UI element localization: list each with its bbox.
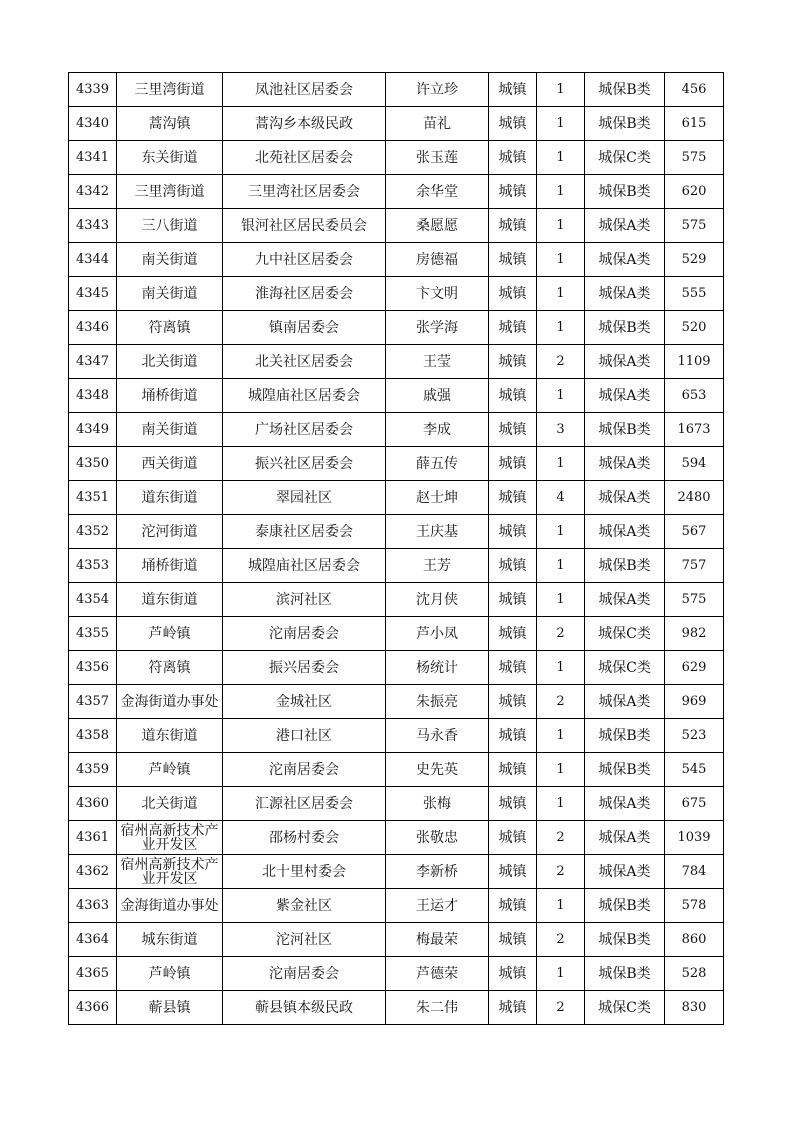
person-name-cell: 张梅 bbox=[386, 787, 489, 821]
row-id-cell: 4357 bbox=[69, 685, 117, 719]
category-cell: 城保B类 bbox=[585, 175, 665, 209]
category-cell: 城保B类 bbox=[585, 311, 665, 345]
household-count-cell: 2 bbox=[537, 685, 585, 719]
community-cell: 沱南居委会 bbox=[223, 753, 386, 787]
person-name-cell: 薛五传 bbox=[386, 447, 489, 481]
amount-cell: 757 bbox=[665, 549, 724, 583]
row-id-cell: 4349 bbox=[69, 413, 117, 447]
street-cell: 符离镇 bbox=[117, 311, 223, 345]
row-id-cell: 4348 bbox=[69, 379, 117, 413]
person-name-cell: 戚强 bbox=[386, 379, 489, 413]
person-name-cell: 朱振亮 bbox=[386, 685, 489, 719]
category-cell: 城保B类 bbox=[585, 719, 665, 753]
household-count-cell: 1 bbox=[537, 277, 585, 311]
category-cell: 城保A类 bbox=[585, 821, 665, 855]
community-cell: 凤池社区居委会 bbox=[223, 73, 386, 107]
table-row bbox=[69, 481, 724, 515]
row-id-cell: 4350 bbox=[69, 447, 117, 481]
person-name-cell: 梅最荣 bbox=[386, 923, 489, 957]
row-id-cell: 4351 bbox=[69, 481, 117, 515]
community-cell: 镇南居委会 bbox=[223, 311, 386, 345]
person-name-cell: 许立珍 bbox=[386, 73, 489, 107]
amount-cell: 1673 bbox=[665, 413, 724, 447]
community-cell: 城隍庙社区居委会 bbox=[223, 379, 386, 413]
amount-cell: 545 bbox=[665, 753, 724, 787]
area-type-cell: 城镇 bbox=[489, 685, 537, 719]
household-count-cell: 1 bbox=[537, 651, 585, 685]
area-type-cell: 城镇 bbox=[489, 617, 537, 651]
person-name-cell: 苗礼 bbox=[386, 107, 489, 141]
area-type-cell: 城镇 bbox=[489, 73, 537, 107]
table-row bbox=[69, 719, 724, 753]
row-id-cell: 4347 bbox=[69, 345, 117, 379]
household-count-cell: 1 bbox=[537, 719, 585, 753]
category-cell: 城保A类 bbox=[585, 447, 665, 481]
amount-cell: 578 bbox=[665, 889, 724, 923]
table-row bbox=[69, 379, 724, 413]
household-count-cell: 1 bbox=[537, 141, 585, 175]
community-cell: 城隍庙社区居委会 bbox=[223, 549, 386, 583]
person-name-cell: 李新桥 bbox=[386, 855, 489, 889]
row-id-cell: 4354 bbox=[69, 583, 117, 617]
amount-cell: 1109 bbox=[665, 345, 724, 379]
amount-cell: 575 bbox=[665, 583, 724, 617]
row-id-cell: 4339 bbox=[69, 73, 117, 107]
area-type-cell: 城镇 bbox=[489, 889, 537, 923]
community-cell: 九中社区居委会 bbox=[223, 243, 386, 277]
person-name-cell: 张玉莲 bbox=[386, 141, 489, 175]
amount-cell: 629 bbox=[665, 651, 724, 685]
community-cell: 紫金社区 bbox=[223, 889, 386, 923]
area-type-cell: 城镇 bbox=[489, 209, 537, 243]
community-cell: 金城社区 bbox=[223, 685, 386, 719]
street-cell: 芦岭镇 bbox=[117, 617, 223, 651]
street-cell: 三里湾街道 bbox=[117, 73, 223, 107]
category-cell: 城保A类 bbox=[585, 379, 665, 413]
street-cell: 埇桥街道 bbox=[117, 379, 223, 413]
person-name-cell: 杨统计 bbox=[386, 651, 489, 685]
amount-cell: 2480 bbox=[665, 481, 724, 515]
category-cell: 城保A类 bbox=[585, 787, 665, 821]
table-row bbox=[69, 583, 724, 617]
community-cell: 三里湾社区居委会 bbox=[223, 175, 386, 209]
table-row bbox=[69, 957, 724, 991]
amount-cell: 860 bbox=[665, 923, 724, 957]
person-name-cell: 芦德荣 bbox=[386, 957, 489, 991]
category-cell: 城保B类 bbox=[585, 73, 665, 107]
row-id-cell: 4366 bbox=[69, 991, 117, 1025]
community-cell: 广场社区居委会 bbox=[223, 413, 386, 447]
person-name-cell: 张敬忠 bbox=[386, 821, 489, 855]
household-count-cell: 1 bbox=[537, 73, 585, 107]
amount-cell: 653 bbox=[665, 379, 724, 413]
table-row bbox=[69, 549, 724, 583]
category-cell: 城保A类 bbox=[585, 209, 665, 243]
person-name-cell: 赵士坤 bbox=[386, 481, 489, 515]
area-type-cell: 城镇 bbox=[489, 753, 537, 787]
community-cell: 邵杨村委会 bbox=[223, 821, 386, 855]
household-count-cell: 2 bbox=[537, 855, 585, 889]
person-name-cell: 王庆基 bbox=[386, 515, 489, 549]
person-name-cell: 朱二伟 bbox=[386, 991, 489, 1025]
person-name-cell: 卞文明 bbox=[386, 277, 489, 311]
person-name-cell: 马永香 bbox=[386, 719, 489, 753]
table-row bbox=[69, 413, 724, 447]
street-cell: 宿州高新技术产业开发区 bbox=[117, 855, 223, 889]
community-cell: 港口社区 bbox=[223, 719, 386, 753]
street-cell: 三里湾街道 bbox=[117, 175, 223, 209]
category-cell: 城保A类 bbox=[585, 515, 665, 549]
area-type-cell: 城镇 bbox=[489, 175, 537, 209]
category-cell: 城保A类 bbox=[585, 583, 665, 617]
row-id-cell: 4360 bbox=[69, 787, 117, 821]
area-type-cell: 城镇 bbox=[489, 549, 537, 583]
household-count-cell: 1 bbox=[537, 583, 585, 617]
area-type-cell: 城镇 bbox=[489, 821, 537, 855]
area-type-cell: 城镇 bbox=[489, 923, 537, 957]
row-id-cell: 4358 bbox=[69, 719, 117, 753]
street-cell: 蒿沟镇 bbox=[117, 107, 223, 141]
amount-cell: 523 bbox=[665, 719, 724, 753]
area-type-cell: 城镇 bbox=[489, 957, 537, 991]
category-cell: 城保B类 bbox=[585, 923, 665, 957]
category-cell: 城保A类 bbox=[585, 685, 665, 719]
amount-cell: 969 bbox=[665, 685, 724, 719]
person-name-cell: 史先英 bbox=[386, 753, 489, 787]
table-row bbox=[69, 141, 724, 175]
community-cell: 蒿沟乡本级民政 bbox=[223, 107, 386, 141]
amount-cell: 830 bbox=[665, 991, 724, 1025]
community-cell: 北关社区居委会 bbox=[223, 345, 386, 379]
area-type-cell: 城镇 bbox=[489, 311, 537, 345]
table-row bbox=[69, 753, 724, 787]
area-type-cell: 城镇 bbox=[489, 481, 537, 515]
table-row bbox=[69, 515, 724, 549]
row-id-cell: 4342 bbox=[69, 175, 117, 209]
amount-cell: 575 bbox=[665, 209, 724, 243]
area-type-cell: 城镇 bbox=[489, 583, 537, 617]
person-name-cell: 余华堂 bbox=[386, 175, 489, 209]
area-type-cell: 城镇 bbox=[489, 651, 537, 685]
row-id-cell: 4343 bbox=[69, 209, 117, 243]
row-id-cell: 4361 bbox=[69, 821, 117, 855]
category-cell: 城保A类 bbox=[585, 345, 665, 379]
household-count-cell: 2 bbox=[537, 345, 585, 379]
row-id-cell: 4353 bbox=[69, 549, 117, 583]
amount-cell: 456 bbox=[665, 73, 724, 107]
table-body bbox=[69, 73, 724, 1025]
area-type-cell: 城镇 bbox=[489, 787, 537, 821]
community-cell: 泰康社区居委会 bbox=[223, 515, 386, 549]
row-id-cell: 4362 bbox=[69, 855, 117, 889]
person-name-cell: 房德福 bbox=[386, 243, 489, 277]
area-type-cell: 城镇 bbox=[489, 107, 537, 141]
street-cell: 北关街道 bbox=[117, 787, 223, 821]
street-cell: 沱河街道 bbox=[117, 515, 223, 549]
row-id-cell: 4346 bbox=[69, 311, 117, 345]
area-type-cell: 城镇 bbox=[489, 141, 537, 175]
category-cell: 城保C类 bbox=[585, 141, 665, 175]
table-row bbox=[69, 107, 724, 141]
community-cell: 北苑社区居委会 bbox=[223, 141, 386, 175]
area-type-cell: 城镇 bbox=[489, 345, 537, 379]
area-type-cell: 城镇 bbox=[489, 243, 537, 277]
street-cell: 西关街道 bbox=[117, 447, 223, 481]
category-cell: 城保A类 bbox=[585, 855, 665, 889]
amount-cell: 528 bbox=[665, 957, 724, 991]
row-id-cell: 4340 bbox=[69, 107, 117, 141]
household-count-cell: 1 bbox=[537, 175, 585, 209]
table-row bbox=[69, 175, 724, 209]
table-row bbox=[69, 821, 724, 855]
table-row bbox=[69, 345, 724, 379]
street-cell: 埇桥街道 bbox=[117, 549, 223, 583]
table-row bbox=[69, 311, 724, 345]
table-row bbox=[69, 855, 724, 889]
street-cell: 东关街道 bbox=[117, 141, 223, 175]
community-cell: 沱河社区 bbox=[223, 923, 386, 957]
household-count-cell: 2 bbox=[537, 991, 585, 1025]
household-count-cell: 1 bbox=[537, 889, 585, 923]
person-name-cell: 沈月侠 bbox=[386, 583, 489, 617]
category-cell: 城保B类 bbox=[585, 107, 665, 141]
area-type-cell: 城镇 bbox=[489, 447, 537, 481]
person-name-cell: 李成 bbox=[386, 413, 489, 447]
category-cell: 城保C类 bbox=[585, 617, 665, 651]
amount-cell: 575 bbox=[665, 141, 724, 175]
person-name-cell: 张学海 bbox=[386, 311, 489, 345]
street-cell: 道东街道 bbox=[117, 481, 223, 515]
community-cell: 汇源社区居委会 bbox=[223, 787, 386, 821]
household-count-cell: 1 bbox=[537, 311, 585, 345]
row-id-cell: 4364 bbox=[69, 923, 117, 957]
category-cell: 城保B类 bbox=[585, 957, 665, 991]
household-count-cell: 2 bbox=[537, 617, 585, 651]
amount-cell: 520 bbox=[665, 311, 724, 345]
row-id-cell: 4356 bbox=[69, 651, 117, 685]
table-row bbox=[69, 447, 724, 481]
household-count-cell: 1 bbox=[537, 379, 585, 413]
household-count-cell: 4 bbox=[537, 481, 585, 515]
amount-cell: 1039 bbox=[665, 821, 724, 855]
amount-cell: 529 bbox=[665, 243, 724, 277]
category-cell: 城保A类 bbox=[585, 277, 665, 311]
category-cell: 城保B类 bbox=[585, 413, 665, 447]
category-cell: 城保B类 bbox=[585, 889, 665, 923]
street-cell: 道东街道 bbox=[117, 583, 223, 617]
table-row bbox=[69, 73, 724, 107]
area-type-cell: 城镇 bbox=[489, 379, 537, 413]
category-cell: 城保C类 bbox=[585, 651, 665, 685]
community-cell: 振兴居委会 bbox=[223, 651, 386, 685]
street-cell: 南关街道 bbox=[117, 243, 223, 277]
amount-cell: 620 bbox=[665, 175, 724, 209]
household-count-cell: 1 bbox=[537, 549, 585, 583]
table-row bbox=[69, 617, 724, 651]
category-cell: 城保C类 bbox=[585, 991, 665, 1025]
amount-cell: 784 bbox=[665, 855, 724, 889]
person-name-cell: 王运才 bbox=[386, 889, 489, 923]
community-cell: 沱南居委会 bbox=[223, 617, 386, 651]
table-row bbox=[69, 889, 724, 923]
household-count-cell: 1 bbox=[537, 447, 585, 481]
community-cell: 淮海社区居委会 bbox=[223, 277, 386, 311]
table-row bbox=[69, 277, 724, 311]
relief-recipient-table bbox=[68, 72, 724, 1025]
area-type-cell: 城镇 bbox=[489, 719, 537, 753]
category-cell: 城保A类 bbox=[585, 243, 665, 277]
amount-cell: 982 bbox=[665, 617, 724, 651]
category-cell: 城保B类 bbox=[585, 753, 665, 787]
street-cell: 南关街道 bbox=[117, 277, 223, 311]
community-cell: 翠园社区 bbox=[223, 481, 386, 515]
street-cell: 道东街道 bbox=[117, 719, 223, 753]
row-id-cell: 4344 bbox=[69, 243, 117, 277]
street-cell: 南关街道 bbox=[117, 413, 223, 447]
row-id-cell: 4359 bbox=[69, 753, 117, 787]
area-type-cell: 城镇 bbox=[489, 991, 537, 1025]
table-row bbox=[69, 243, 724, 277]
row-id-cell: 4355 bbox=[69, 617, 117, 651]
person-name-cell: 芦小凤 bbox=[386, 617, 489, 651]
household-count-cell: 1 bbox=[537, 753, 585, 787]
household-count-cell: 1 bbox=[537, 209, 585, 243]
document-page bbox=[68, 72, 723, 1025]
street-cell: 芦岭镇 bbox=[117, 957, 223, 991]
household-count-cell: 1 bbox=[537, 107, 585, 141]
amount-cell: 555 bbox=[665, 277, 724, 311]
category-cell: 城保A类 bbox=[585, 481, 665, 515]
row-id-cell: 4363 bbox=[69, 889, 117, 923]
street-cell: 金海街道办事处 bbox=[117, 685, 223, 719]
street-cell: 蕲县镇 bbox=[117, 991, 223, 1025]
street-cell: 宿州高新技术产业开发区 bbox=[117, 821, 223, 855]
community-cell: 振兴社区居委会 bbox=[223, 447, 386, 481]
table-row bbox=[69, 685, 724, 719]
amount-cell: 615 bbox=[665, 107, 724, 141]
person-name-cell: 桑愿愿 bbox=[386, 209, 489, 243]
row-id-cell: 4352 bbox=[69, 515, 117, 549]
area-type-cell: 城镇 bbox=[489, 515, 537, 549]
household-count-cell: 1 bbox=[537, 515, 585, 549]
amount-cell: 675 bbox=[665, 787, 724, 821]
table-row bbox=[69, 923, 724, 957]
community-cell: 蕲县镇本级民政 bbox=[223, 991, 386, 1025]
row-id-cell: 4341 bbox=[69, 141, 117, 175]
amount-cell: 567 bbox=[665, 515, 724, 549]
table-row bbox=[69, 209, 724, 243]
person-name-cell: 王芳 bbox=[386, 549, 489, 583]
household-count-cell: 1 bbox=[537, 787, 585, 821]
household-count-cell: 2 bbox=[537, 923, 585, 957]
row-id-cell: 4365 bbox=[69, 957, 117, 991]
community-cell: 滨河社区 bbox=[223, 583, 386, 617]
community-cell: 北十里村委会 bbox=[223, 855, 386, 889]
area-type-cell: 城镇 bbox=[489, 277, 537, 311]
street-cell: 金海街道办事处 bbox=[117, 889, 223, 923]
area-type-cell: 城镇 bbox=[489, 413, 537, 447]
household-count-cell: 1 bbox=[537, 957, 585, 991]
table-row bbox=[69, 651, 724, 685]
community-cell: 沱南居委会 bbox=[223, 957, 386, 991]
street-cell: 芦岭镇 bbox=[117, 753, 223, 787]
row-id-cell: 4345 bbox=[69, 277, 117, 311]
person-name-cell: 王莹 bbox=[386, 345, 489, 379]
street-cell: 北关街道 bbox=[117, 345, 223, 379]
table-row bbox=[69, 991, 724, 1025]
household-count-cell: 3 bbox=[537, 413, 585, 447]
category-cell: 城保B类 bbox=[585, 549, 665, 583]
amount-cell: 594 bbox=[665, 447, 724, 481]
street-cell: 三八街道 bbox=[117, 209, 223, 243]
community-cell: 银河社区居民委员会 bbox=[223, 209, 386, 243]
table-row bbox=[69, 787, 724, 821]
street-cell: 符离镇 bbox=[117, 651, 223, 685]
area-type-cell: 城镇 bbox=[489, 855, 537, 889]
street-cell: 城东街道 bbox=[117, 923, 223, 957]
household-count-cell: 2 bbox=[537, 821, 585, 855]
household-count-cell: 1 bbox=[537, 243, 585, 277]
